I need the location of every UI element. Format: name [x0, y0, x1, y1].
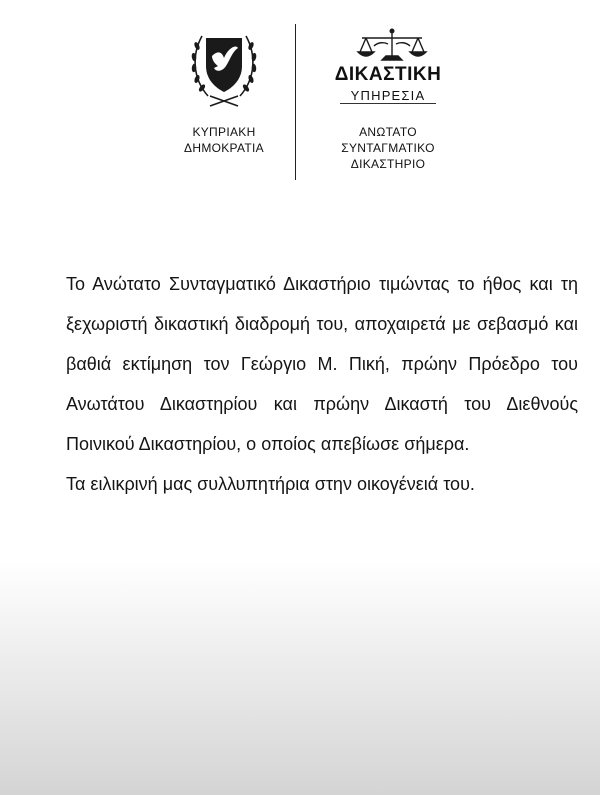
republic-name-line2: ΔΗΜΟΚΡΑΤΙΑ [184, 141, 264, 155]
court-name-line2: ΣΥΝΤΑΓΜΑΤΙΚΟ [341, 141, 435, 155]
court-name-line1: ΑΝΩΤΑΤΟ [359, 125, 417, 139]
letterhead [0, 0, 600, 200]
republic-name [160, 124, 288, 156]
statement-paragraph-1: Το Ανώτατο Συνταγματικό Δικαστήριο τιμώντας το ήθος και τη ξεχωριστή δικαστική διαδρομή του, αποχαιρετά με σεβασμό και βαθιά εκτίμηση τον Γεώργιο Μ. Πική, πρώην Πρόεδρο του Ανωτάτου Δικαστηρίου και πρώην Δικαστή του Διεθνούς Ποινικού Δικαστηρίου, ο οποίος απεβίωσε σήμερα. [66, 274, 578, 454]
republic-name-line1: ΚΥΠΡΙΑΚΗ [192, 125, 256, 139]
statement-body [66, 264, 578, 504]
judicial-service-title: ΔΙΚΑΣΤΙΚΗ [334, 64, 442, 85]
scales-of-justice-icon [352, 26, 432, 66]
court-name [318, 124, 458, 172]
cyprus-coat-of-arms-icon [188, 26, 260, 110]
header-divider [295, 24, 296, 180]
court-name-line3: ΔΙΚΑΣΤΗΡΙΟ [350, 157, 426, 171]
statement-paragraph-2: Τα ειλικρινή μας συλλυπητήρια στην οικογένειά του. [66, 474, 475, 494]
subtitle-underline [340, 103, 436, 104]
judicial-service-subtitle: ΥΠΗΡΕΣΙΑ [350, 88, 426, 103]
